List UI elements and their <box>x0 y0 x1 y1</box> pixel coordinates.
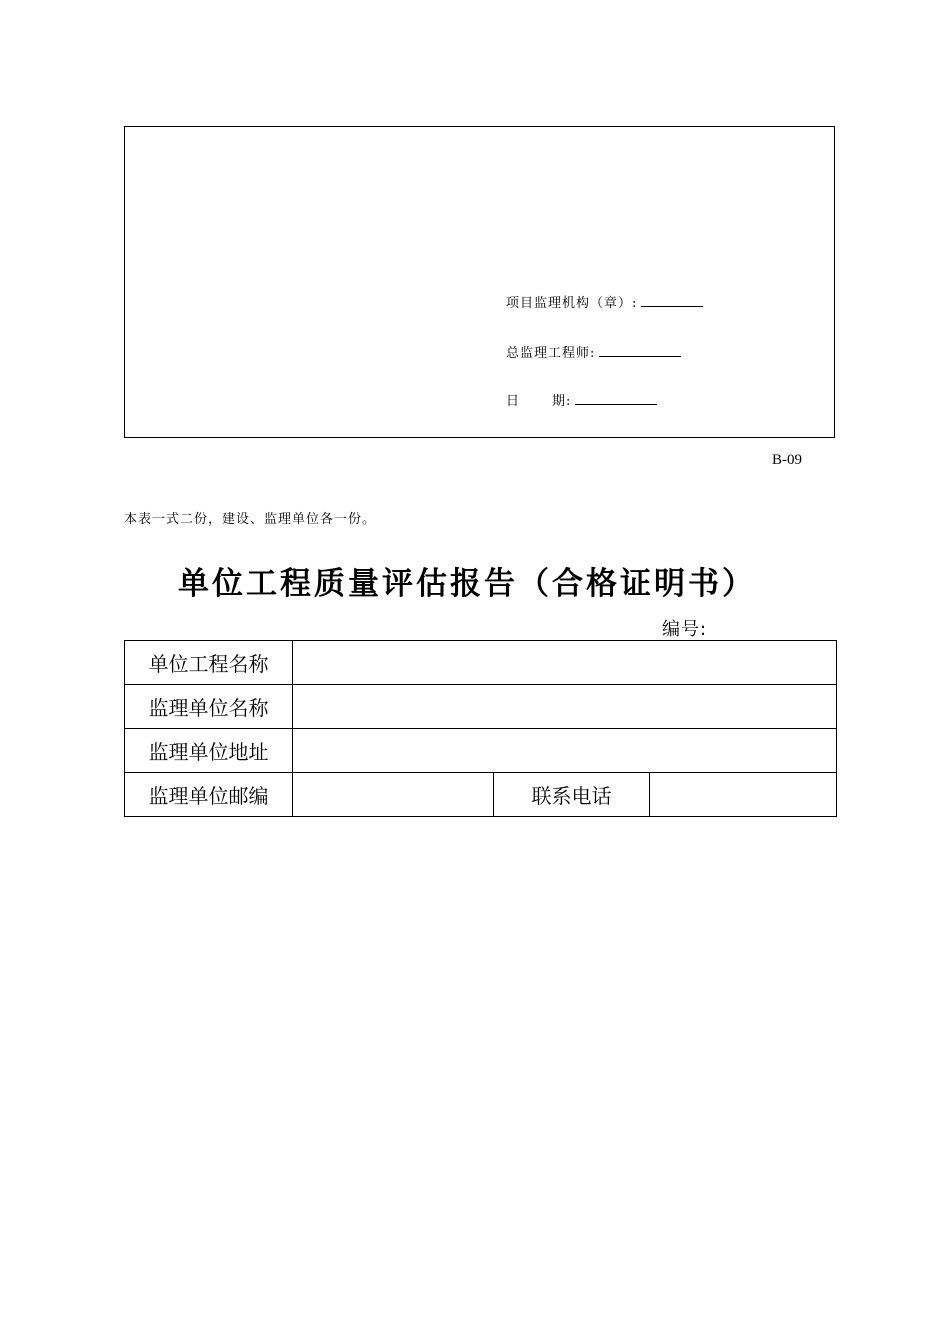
supervisor-name-label: 监理单位名称 <box>125 685 293 729</box>
chief-engineer-blank[interactable] <box>599 344 681 357</box>
table-row <box>125 641 837 685</box>
table-row <box>125 773 837 817</box>
table-row <box>125 729 837 773</box>
date-blank[interactable] <box>575 392 657 405</box>
serial-number-label: 编号: <box>662 619 708 640</box>
date-line <box>506 390 657 409</box>
table-row <box>125 685 837 729</box>
org-seal-blank[interactable] <box>641 294 703 307</box>
project-name-label: 单位工程名称 <box>125 641 293 685</box>
supervisor-address-field[interactable] <box>293 729 837 773</box>
supervisor-address-label: 监理单位地址 <box>125 729 293 773</box>
signature-box <box>124 126 835 438</box>
chief-engineer-line <box>506 342 681 361</box>
distribution-note: 本表一式二份，建设、监理单位各一份。 <box>124 512 377 527</box>
postal-code-label: 监理单位邮编 <box>125 773 293 817</box>
chief-engineer-label: 总监理工程师: <box>506 346 596 361</box>
report-title: 单位工程质量评估报告（合格证明书） <box>178 566 756 602</box>
org-seal-line <box>506 292 703 311</box>
date-label-a: 日 <box>506 394 521 409</box>
report-info-table <box>124 640 837 817</box>
date-label-b: 期: <box>552 394 572 409</box>
phone-field[interactable] <box>650 773 837 817</box>
postal-code-field[interactable] <box>293 773 494 817</box>
supervisor-name-field[interactable] <box>293 685 837 729</box>
form-code: B-09 <box>772 452 802 468</box>
project-name-field[interactable] <box>293 641 837 685</box>
phone-label: 联系电话 <box>494 773 650 817</box>
org-seal-label: 项目监理机构（章）: <box>506 296 638 311</box>
